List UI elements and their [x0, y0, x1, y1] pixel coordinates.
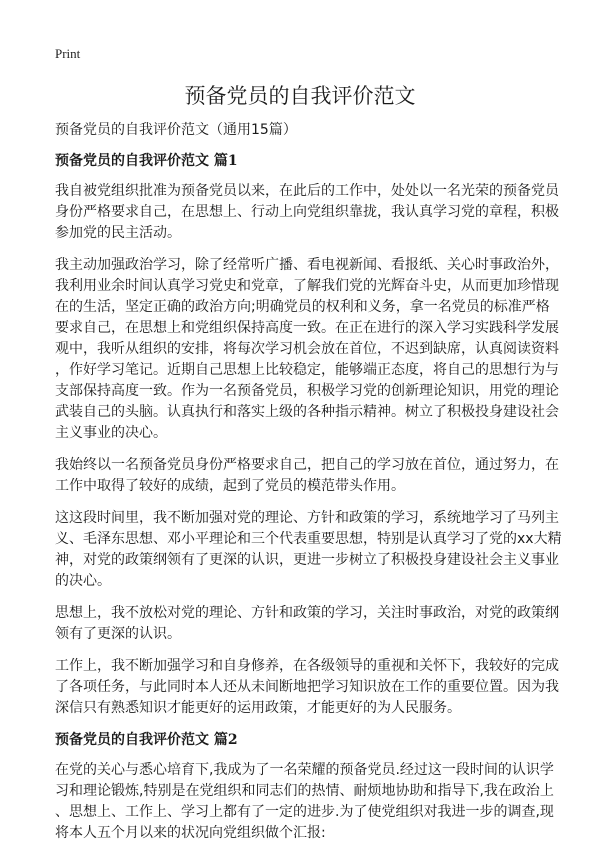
section-heading: 预备党员的自我评价范文 篇2	[55, 732, 238, 748]
paragraph-line: 神，对党的政策纲领有了更深的认识，更进一步树立了积极投身建设社会主义事业	[55, 552, 559, 568]
document-subtitle: 预备党员的自我评价范文（通用15篇）	[55, 122, 297, 138]
paragraph-line: 了各项任务，与此同时本人还从未间断地把学习知识放在工作的重要位置。因为我	[55, 679, 559, 695]
paragraph-line: 身份严格要求自己，在思想上、行动上向党组织靠拢，我认真学习党的章程，积极	[55, 204, 559, 220]
print-link[interactable]: Print	[55, 46, 81, 61]
paragraph	[55, 255, 559, 444]
paragraph-line: 工作上，我不断加强学习和自身修养，在各级领导的重视和关怀下，我较好的完成	[55, 658, 559, 674]
section-heading: 预备党员的自我评价范文 篇1	[55, 153, 238, 169]
paragraph-line: 这这段时间里，我不断加强对党的理论、方针和政策的学习，系统地学习了马列主	[55, 510, 559, 526]
paragraph-line: 我始终以一名预备党员身份严格要求自己，把自己的学习放在首位，通过努力，在	[55, 457, 559, 473]
paragraph-line: 参加党的民主活动。	[55, 225, 181, 241]
paragraph	[55, 181, 559, 244]
paragraph-line: 工作中取得了较好的成绩，起到了党员的模范带头作用。	[55, 478, 405, 494]
paragraph-line: 支部保持高度一致。作为一名预备党员，积极学习党的创新理论知识，用党的理论	[55, 383, 559, 399]
paragraph	[55, 603, 559, 645]
paragraph-line: 将本人五个月以来的状况向党组织做个汇报:	[55, 825, 326, 841]
paragraph	[55, 656, 559, 719]
paragraph-line: 在党的关心与悉心培育下,我成为了一名荣耀的预备党员.经过这一段时间的认识学	[55, 762, 554, 778]
paragraph-line: 领有了更深的认识。	[55, 626, 181, 642]
paragraph-line: 主义事业的决心。	[55, 425, 167, 441]
paragraph-line: 、思想上、工作上、学习上都有了一定的进步.为了使党组织对我进一步的调查,现	[55, 804, 554, 820]
paragraph-line: 要求自己，在思想上和党组织保持高度一致。在正在进行的深入学习实践科学发展	[55, 320, 559, 336]
paragraph	[55, 455, 559, 497]
paragraph	[55, 760, 555, 844]
paragraph-line: 我利用业余时间认真学习党史和党章，了解我们党的光辉奋斗史，从而更加珍惜现	[55, 278, 559, 294]
page-title: 预备党员的自我评价范文	[184, 84, 416, 108]
paragraph-line: 思想上，我不放松对党的理论、方针和政策的学习，关注时事政治，对党的政策纲	[55, 605, 559, 621]
paragraph-line: 我主动加强政治学习，除了经常听广播、看电视新闻、看报纸、关心时事政治外，	[55, 257, 559, 273]
paragraph-line: 的决心。	[55, 573, 111, 589]
document-body	[55, 120, 562, 855]
paragraph-line: 观中，我听从组织的安排，将每次学习机会放在首位，不迟到缺席，认真阅读资料	[55, 341, 559, 357]
paragraph-line: ，作好学习笔记。近期自己思想上比较稳定，能够端正态度，将自己的思想行为与	[55, 362, 559, 378]
paragraph-line: 义、毛泽东思想、邓小平理论和三个代表重要思想，特别是认真学习了党的xx大精	[55, 531, 562, 547]
paragraph-line: 我自被党组织批准为预备党员以来，在此后的工作中，处处以一名光荣的预备党员	[55, 183, 559, 199]
paragraph-line: 在的生活，坚定正确的政治方向;明确党员的权利和义务，拿一名党员的标准严格	[55, 299, 550, 315]
paragraph-line: 习和理论锻炼,特别是在党组织和同志们的热情、耐烦地协助和指导下,我在政治上	[55, 783, 554, 799]
paragraph-line: 武装自己的头脑。认真执行和落实上级的各种指示精神。树立了积极投身建设社会	[55, 404, 559, 420]
paragraph-line: 深信只有熟悉知识才能更好的运用政策，才能更好的为人民服务。	[55, 700, 461, 716]
paragraph	[55, 508, 562, 592]
